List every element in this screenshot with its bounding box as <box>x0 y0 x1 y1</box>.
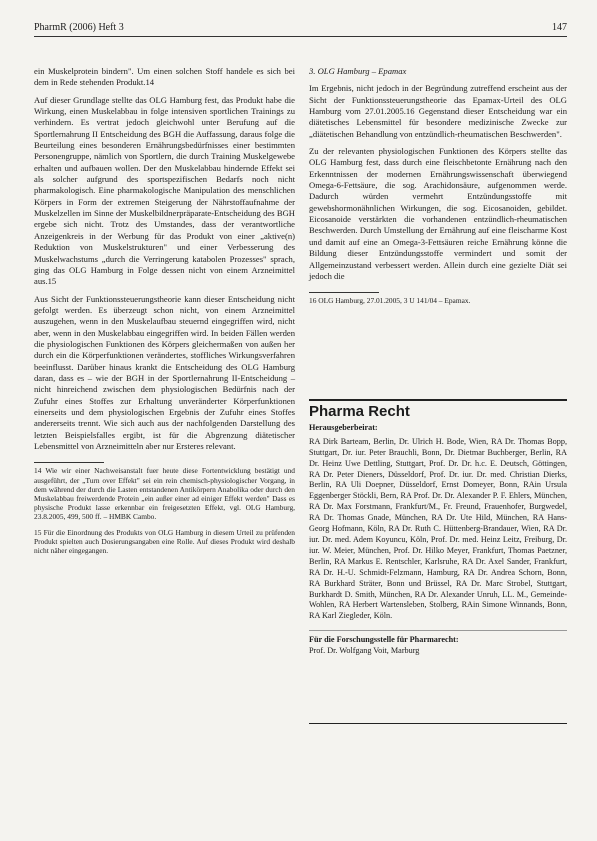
journal-title: PharmR (2006) Heft 3 <box>34 22 124 33</box>
research-center-lead: Prof. Dr. Wolfgang Voit, Marburg <box>309 646 420 656</box>
research-center-label: Für die Forschungsstelle für Pharmarecht: <box>309 630 567 646</box>
section-heading: 3. OLG Hamburg – Epamax <box>309 66 407 76</box>
footnote-14: 14 Wie wir einer Nachweisanstalt fuer heute diese Fortentwicklung bestätigt und ausgeführt, der „Turn over Effekt" sei ein rein chemisch-physiologischer Vorgang, in dem während der durch die Lasten entstandenen Antikörpern Anabolika oder durch den Muskelabbau freiwerdende Protein „ein außer einer ad einiger Effekt werden" Dass es physische Produkt lasse erkennbar ein freigesetzten Effekt, vgl. OLG Hamburg, 23.8.2005, 499, 500 ff. – HMBK Cambo. <box>34 466 295 522</box>
right-column <box>309 66 567 311</box>
editorial-board-box <box>309 399 567 724</box>
paragraph: Auf dieser Grundlage stellte das OLG Hamburg fest, das Produkt habe die Wirkung, einen Muskelabbau in folge intensiven sportlichen Trainings zu verhindern. Es vertrat jedoch gleichwohl unter Berufung auf die Sportlernahrung II Entscheidung des BGH die Auffassung, daraus folge die Beurteilung eines besonderen Ernährungsbedürfnisses einer bestimmten Personengruppe, nämlich von Sportlern, die durch Training Muskelgewebe erhalten und aufbauen wollen. Der den Muskelabbau hindernde Effekt sei als solcher aufgrund des sportspezifischen Bedarfs noch nicht pharmakologisch. Eine pharmakologische Manipulation des menschlichen Körpers in Form der extremen Steigerung der Nährstoffaufnahme der Muskelzellen im Sinne der Muskelbildnerpräparate-Entscheidung des BGH ergebe sich nicht. Trotz des Umstandes, dass der verantwortliche Anzeigenkreis in der Werbung für das Produkt von einer „aktive(n) Reduktion von Muskelstrukturen" und einer Verbesserung des Muskelwachstums „durch die Verringerung katabolen Prozesses" sprach, ging das OLG Hamburg in Folge dessen nicht von einem Arzneimittel aus.15 <box>34 94 295 287</box>
board-members-list: RA Dirk Barteam, Berlin, Dr. Ulrich H. Bode, Wien, RA Dr. Thomas Bopp, Stuttgart, Dr. iur. Peter Brauchli, Bonn, Dr. Dietmar Buchberger, Berlin, RA Dr. Heinz Uwe Dettling, Stuttgart, Prof. Dr. Dr. h.c. E. Deutsch, Göttingen, RA Dr. Peter Dieners, Düsseldorf, Prof. Dr. iur. Dr. med. Christian Dierks, Berlin, RA Uli Doepner, Düsseldorf, Ernst Domeyer, Bonn, RAin Ursula Eggenberger Stöckli, Bern, RA Prof. Dr. Dr. Alexander P. F. Ehlers, München, RA Dr. Max Forstmann, Frankfurt/M., Fr. Freund, Frauenhofer, Burgwedel, RA Dr. Thomas Gnade, München, RA Dr. Ute Hild, München, RA Hans-Georg Hofmann, Köln, RA Dr. Ruth C. Hüttenberg-Brandauer, Wien, RA Dr. iur. Dr. med. Adem Koyuncu, Köln, Prof. Dr. med. Heinz Leitz, Freiburg, Dr. iur. W. Meier, München, Prof. Dr. Hilko Meyer, Frankfurt, Thomas Paetzner, Berlin, RA Markus E. Rentschler, Karlsruhe, RA Dr. Axel Sander, Frankfurt, RA Dr. H.-U. Schmidt-Felzmann, Hamburg, RA Dr. Andrea Schorn, Bonn, RA Burkhard Sträter, Bonn und Brüssel, RA Dr. Marc Strobel, Stuttgart, Burkhardt D. Smith, München, RA Dr. Alexander Unruh, LL. M., Gemeinde-Wohlen, RA Herbert Wartensleben, Stolberg, RAin Simone Winnands, Bonn, RA Karl Ziegleder, Köln. <box>309 436 567 621</box>
box-title: Pharma Recht <box>309 403 410 420</box>
footnote-15: 15 Für die Einordnung des Produkts von OLG Hamburg in diesem Urteil zu prüfenden Produkt spielten auch Dosierungsangaben eine Rolle. Auf dieses Produkt wird deshalb nicht näher eingegangen. <box>34 527 295 555</box>
paragraph: Zu der relevanten physiologischen Funktionen des Körpers stellte das OLG Hamburg fest, dass durch eine fleischbetonte Ernährung nach den Erkenntnissen der modernen Ernährungswissenschaft überwiegend Omega-6-Fettsäure, die sog. Arachidonsäure, aufgenommen werde. Dadurch würden vermehrt Entzündungsstoffe mit gewebshormonähnlichen Wirkungen, die sog. Eicosanoiden, gebildet. Eicosanoide verstärkten die vorhandenen entzündlich-rheumatischen Beschwerden. Durch Umstellung der Ernährung auf eine fleischarme Kost und damit auf eine an Omega-3-Fettsäuren reiche Ernährung könne die Bildung dieser Entzündungsstoffe vermindert und somit der Allgemeinzustand verbessert werden. Allein durch eine gezielte Diät sei jedoch die <box>309 146 567 281</box>
left-column <box>34 66 295 561</box>
page-number: 147 <box>552 22 567 33</box>
box-subtitle: Herausgeberbeirat: <box>309 422 378 432</box>
paragraph: Aus Sicht der Funktionssteuerungstheorie kann dieser Entscheidung nicht gefolgt werden. Es überzeugt schon nicht, von einem Arzneimittel auszugehen, wenn in den Muskelaufbau steuernd eingegriffen wird, nicht aber, wenn in den Muskelabbau eingegriffen wird. In beiden Fällen werden die physiologischen Funktionen des Körpers gleichermaßen von außen her durch ein die Körperfunktionen verändertes, stoffliches Wirkungsverfahren beeinflusst. Darüber hinaus krankt die Entscheidung des OLG Hamburg daran, dass es – wie der BGH in der Sportlernahrung II-Entscheidung – nicht hinreichend zwischen dem physiologischen Bedürfnis nach der Zufuhr eines Stoffes zur Erhaltung unveränderter Körperfunktionen einerseits und dem physiologischen Ergebnis der Zufuhr eines Stoffes andererseits trennt. Wie sich auch aus der nachfolgenden Darstellung des letzten Beispielsfalles ergibt, ist für die Abgrenzung diätetischer Lebensmittel von Arzneimitteln aber nur Ersteres relevant. <box>34 293 295 451</box>
footnote-divider <box>34 462 104 463</box>
running-header <box>34 20 567 37</box>
paragraph: ein Muskelprotein bindern". Um einen solchen Stoff handele es sich bei dem in Rede stehenden Produkt.14 <box>34 66 295 88</box>
footnote-divider <box>309 292 379 293</box>
paragraph: Im Ergebnis, nicht jedoch in der Begründung zutreffend erscheint aus der Sicht der Funktionssteuerungstheorie das Epamax-Urteil des OLG Hamburg vom 27.01.2005.16 Gegenstand dieser Entscheidung war ein diätetisches Lebensmittel für besondere medizinische Zwecke zur „diätetischen Behandlung von entzündlich-rheumatischen Beschwerden". <box>309 83 567 139</box>
footnote-16: 16 OLG Hamburg, 27.01.2005, 3 U 141/04 – Epamax. <box>309 296 471 306</box>
